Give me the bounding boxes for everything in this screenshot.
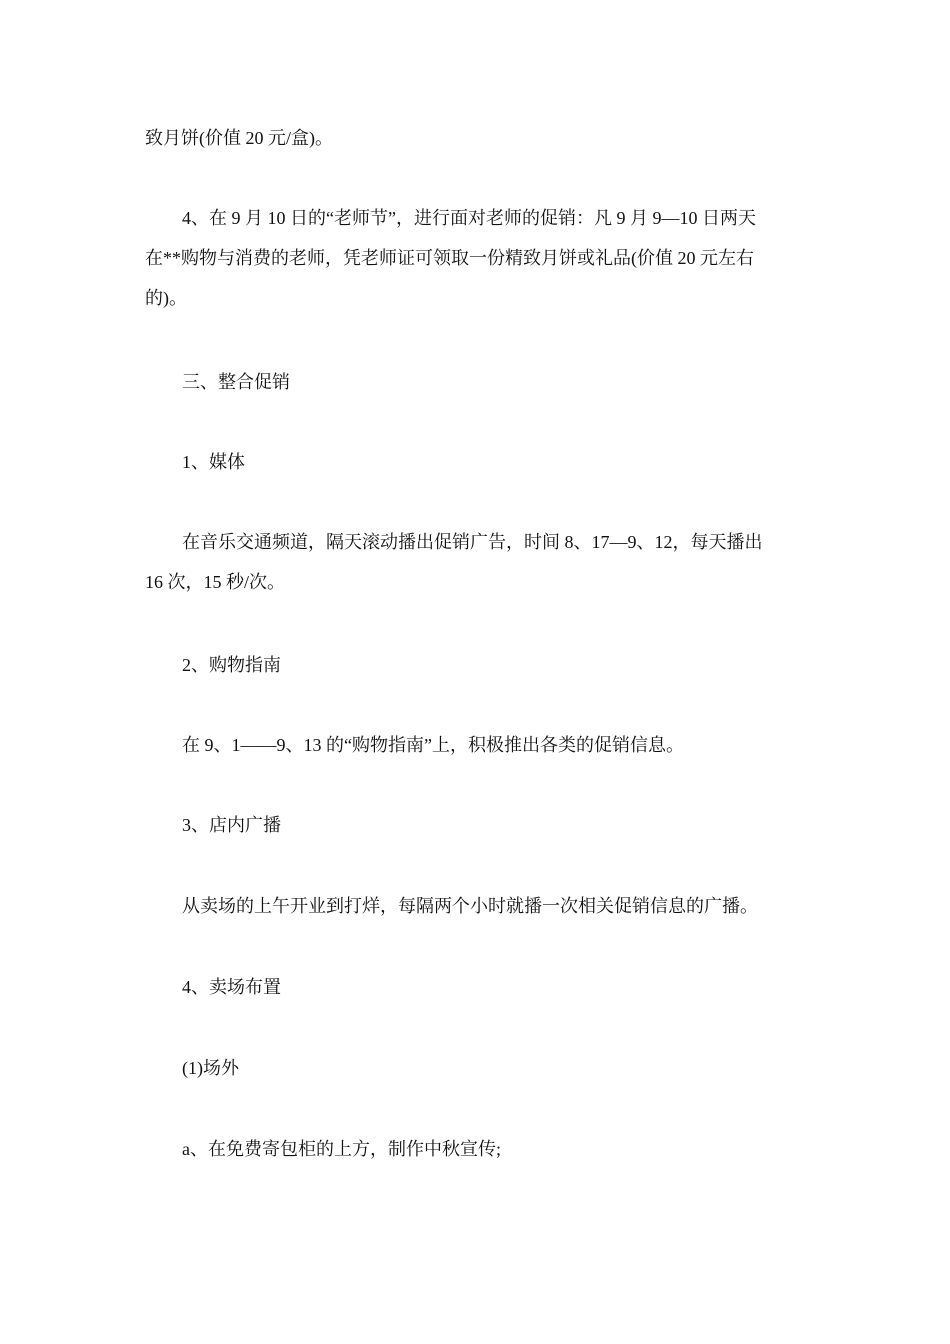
text-line: 三、整合促销 (182, 372, 290, 392)
subheading-store-broadcast (145, 805, 810, 845)
subheading-media (145, 442, 810, 482)
text-line: 1、媒体 (182, 452, 245, 472)
paragraph-radio-ads (145, 522, 810, 602)
text-line: 4、在 9 月 10 日的“老师节”，进行面对老师的促销：凡 9 月 9—10 日两天 (182, 208, 756, 228)
text-line: 在**购物与消费的老师，凭老师证可领取一份精致月饼或礼品(价值 20 元左右 (145, 248, 754, 268)
paragraph-locker-promo (145, 1129, 810, 1169)
subheading-store-layout (145, 967, 810, 1007)
text-line: 3、店内广播 (182, 815, 281, 835)
text-line: 2、购物指南 (182, 655, 281, 675)
text-line: 的)。 (145, 288, 187, 308)
paragraph-mooncake-value (145, 118, 810, 158)
text-line: 16 次，15 秒/次。 (145, 572, 286, 592)
text-line: 在 9、1——9、13 的“购物指南”上，积极推出各类的促销信息。 (182, 735, 684, 755)
text-line: 致月饼(价值 20 元/盒)。 (145, 128, 333, 148)
paragraph-shopping-guide (145, 725, 810, 765)
subheading-shopping-guide (145, 645, 810, 685)
paragraph-store-broadcast (145, 886, 810, 926)
paragraph-teachers-day-promo (145, 198, 810, 318)
section-heading-integrated-promotion (145, 362, 810, 402)
text-line: a、在免费寄包柜的上方，制作中秋宣传; (182, 1139, 501, 1159)
text-line: (1)场外 (182, 1058, 239, 1078)
subheading-outdoor (145, 1048, 810, 1088)
text-line: 从卖场的上午开业到打烊，每隔两个小时就播一次相关促销信息的广播。 (182, 896, 758, 916)
text-line: 在音乐交通频道，隔天滚动播出促销广告，时间 8、17—9、12，每天播出 (182, 532, 763, 552)
text-line: 4、卖场布置 (182, 977, 281, 997)
